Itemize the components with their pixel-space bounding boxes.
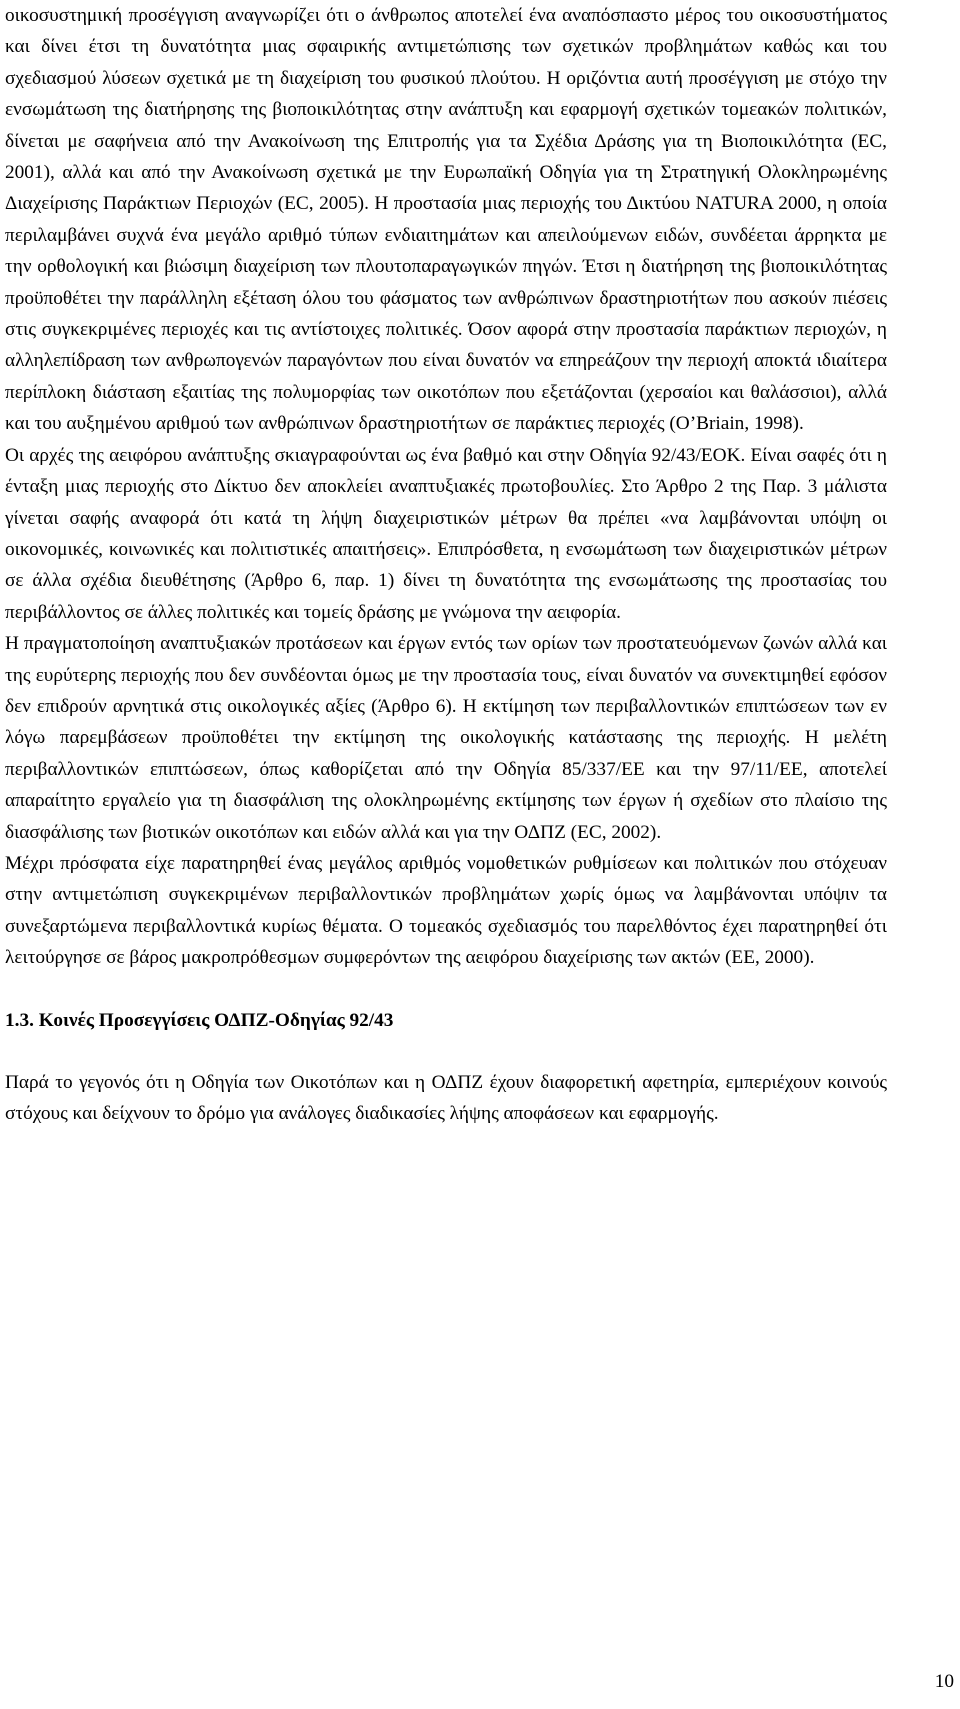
- body-paragraph-5: Παρά το γεγονός ότι η Οδηγία των Οικοτόπων και η ΟΔΠΖ έχουν διαφορετική αφετηρία, εμπεριέχουν κοινούς στόχους και δείχνουν το δρόμο για ανάλογες διαδικασίες λήψης αποφάσεων και εφαρμογής.: [5, 1072, 887, 1125]
- page-number: 10: [934, 1671, 954, 1692]
- body-paragraph-1: οικοσυστημική προσέγγιση αναγνωρίζει ότι ο άνθρωπος αποτελεί ένα αναπόσπαστο μέρος του οικοσυστήματος και δίνει έτσι τη δυνατότητα μιας σφαιρικής αντιμετώπισης των σχετικών προβλημάτων καθώς και του σχεδιασμού λύσεων σχετικά με τη διαχείριση του φυσικού πλούτου. Η οριζόντια αυτή προσέγγιση με στόχο την ενσωμάτωση της διατήρησης της βιοποικιλότητας στην ανάπτυξη και εφαρμογή σχετικών τομεακών πολιτικών, δίνεται με σαφήνεια από την Ανακοίνωση της Επιτροπής για τα Σχέδια Δράσης για τη Βιοποικιλότητα (EC, 2001), αλλά και από την Ανακοίνωση σχετικά με την Ευρωπαϊκή Οδηγία για τη Στρατηγική Ολοκληρωμένης Διαχείρισης Παράκτιων Περιοχών (EC, 2005). Η προστασία μιας περιοχής του Δικτύου NATURA 2000, η οποία περιλαμβάνει συχνά ένα μεγάλο αριθμό τύπων ενδιαιτημάτων και απειλούμενων ειδών, συνδέεται άρρηκτα με την ορθολογική και βιώσιμη διαχείριση των πλουτοπαραγωγικών πηγών. Έτσι η διατήρηση της βιοποικιλότητας προϋποθέτει την παράλληλη εξέταση όλου του φάσματος των ανθρώπινων δραστηριοτήτων που ασκούν πιέσεις στις συγκεκριμένες περιοχές και τις αντίστοιχες πολιτικές. Όσον αφορά στην προστασία παράκτιων περιοχών, η αλληλεπίδραση των ανθρωπογενών παραγόντων που είναι δυνατόν να επηρεάζουν την περιοχή αποκτά ιδιαίτερα περίπλοκη διάσταση εξαιτίας της πολυμορφίας των οικοτόπων που εξετάζονται (χερσαίοι και θαλάσσιοι), αλλά και του αυξημένου αριθμού των ανθρώπινων δραστηριοτήτων σε παράκτιες περιοχές (O’Briain, 1998).: [5, 5, 887, 435]
- section-heading: 1.3. Κοινές Προσεγγίσεις ΟΔΠΖ-Οδηγίας 92/43: [5, 1009, 394, 1031]
- document-page: [5, 0, 887, 1130]
- body-paragraph-4: Μέχρι πρόσφατα είχε παρατηρηθεί ένας μεγάλος αριθμός νομοθετικών ρυθμίσεων και πολιτικών που στόχευαν στην αντιμετώπιση συγκεκριμένων περιβαλλοντικών προβλημάτων χωρίς όμως να λαμβάνονται υπόψιν τα συνεξαρτώμενα περιβαλλοντικά κυρίως θέματα. Ο τομεακός σχεδιασμός του παρελθόντος έχει παρατηρηθεί ότι λειτούργησε σε βάρος μακροπρόθεσμων συμφερόντων της αειφόρου διαχείρισης των ακτών (ΕΕ, 2000).: [5, 852, 887, 969]
- body-paragraph-3: Η πραγματοποίηση αναπτυξιακών προτάσεων και έργων εντός των ορίων των προστατευόμενων ζωνών αλλά και της ευρύτερης περιοχής που δεν συνδέονται όμως με την προστασία τους, είναι δυνατόν να συνεκτιμηθεί εφόσον δεν επιδρούν αρνητικά στις οικολογικές αξίες (Άρθρο 6). Η εκτίμηση των περιβαλλοντικών επιπτώσεων των εν λόγω παρεμβάσεων προϋποθέτει την εκτίμηση της οικολογικής κατάστασης της περιοχής. Η μελέτη περιβαλλοντικών επιπτώσεων, όπως καθορίζεται από την Οδηγία 85/337/ΕΕ και την 97/11/ΕΕ, αποτελεί απαραίτητο εργαλείο για τη διασφάλιση της ολοκληρωμένης εκτίμησης των έργων ή σχεδίων στο πλαίσιο της διασφάλισης των βιοτικών οικοτόπων και ειδών αλλά και για την ΟΔΠΖ (EC, 2002).: [5, 633, 887, 843]
- body-paragraph-2: Οι αρχές της αειφόρου ανάπτυξης σκιαγραφούνται ως ένα βαθμό και στην Οδηγία 92/43/ΕΟΚ. Είναι σαφές ότι η ένταξη μιας περιοχής στο Δίκτυο δεν αποκλείει αναπτυξιακές πρωτοβουλίες. Στο Άρθρο 2 της Παρ. 3 μάλιστα γίνεται σαφής αναφορά ότι κατά τη λήψη διαχειριστικών μέτρων θα πρέπει «να λαμβάνονται υπόψη οι οικονομικές, κοινωνικές και πολιτιστικές απαιτήσεις». Επιπρόσθετα, η ενσωμάτωση των διαχειριστικών μέτρων σε άλλα σχέδια διευθέτησης (Άρθρο 6, παρ. 1) δίνει τη δυνατότητα της ενσωμάτωσης της προστασίας του περιβάλλοντος σε άλλες πολιτικές και τομείς δράσης με γνώμονα την αειφορία.: [5, 444, 887, 623]
